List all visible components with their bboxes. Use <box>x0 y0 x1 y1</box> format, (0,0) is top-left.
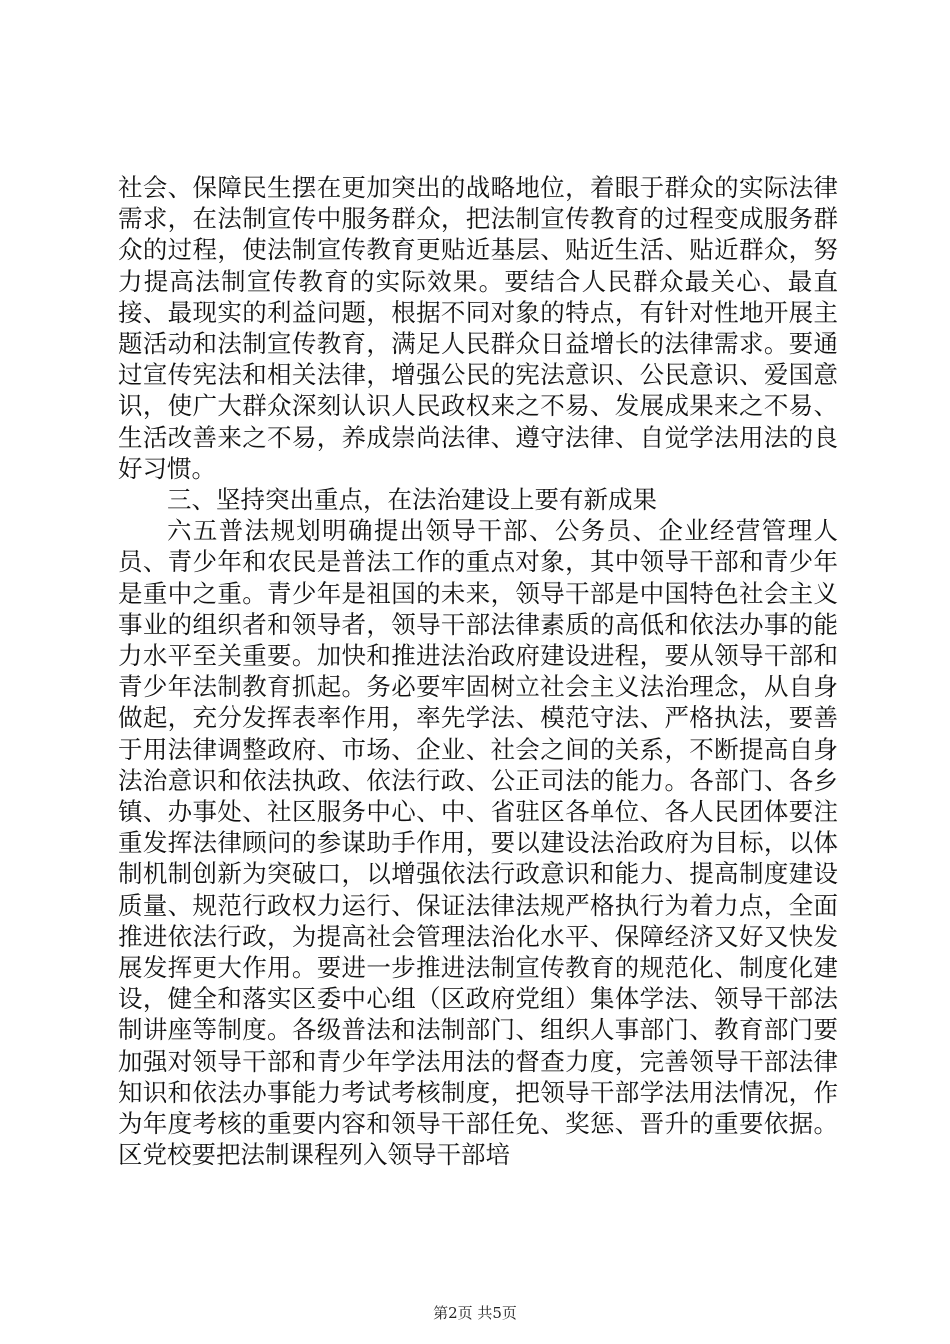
paragraph-body: 六五普法规划明确提出领导干部、公务员、企业经营管理人员、青少年和农民是普法工作的重点对象，其中领导干部和青少年是重中之重。青少年是祖国的未来，领导干部是中国特色社会主义事业的组织者和领导者，领导干部法律素质的高低和依法办事的能力水平至关重要。加快和推进法治政府建设进程，要从领导干部和青少年法制教育抓起。务必要牢固树立社会主义法治理念，从自身做起，充分发挥表率作用，率先学法、模范守法、严格执法，要善于用法律调整政府、市场、企业、社会之间的关系，不断提高自身法治意识和依法执政、依法行政、公正司法的能力。各部门、各乡镇、办事处、社区服务中心、中、省驻区各单位、各人民团体要注重发挥法律顾问的参谋助手作用，要以建设法治政府为目标，以体制机制创新为突破口，以增强依法行政意识和能力、提高制度建设质量、规范行政权力运行、保证法律法规严格执行为着力点，全面推进依法行政，为提高社会管理法治化水平、保障经济又好又快发展发挥更大作用。要进一步推进法制宣传教育的规范化、制度化建设，健全和落实区委中心组（区政府党组）集体学法、领导干部法制讲座等制度。各级普法和法制部门、组织人事部门、教育部门要加强对领导干部和青少年学法用法的督查力度，完善领导干部法律知识和依法办事能力考试考核制度，把领导干部学法用法情况，作为年度考核的重要内容和领导干部任免、奖惩、晋升的重要依据。区党校要把法制课程列入领导干部培 <box>118 516 838 1170</box>
section-heading: 三、坚持突出重点，在法治建设上要有新成果 <box>167 485 657 515</box>
page-footer: 第2页 共5页 <box>433 1304 517 1322</box>
document-body <box>118 172 838 1171</box>
paragraph-continuation: 社会、保障民生摆在更加突出的战略地位，着眼于群众的实际法律需求，在法制宣传中服务群众，把法制宣传教育的过程变成服务群众的过程，使法制宣传教育更贴近基层、贴近生活、贴近群众，努力提高法制宣传教育的实际效果。要结合人民群众最关心、最直接、最现实的利益问题，根据不同对象的特点，有针对性地开展主题活动和法制宣传教育，满足人民群众日益增长的法律需求。要通过宣传宪法和相关法律，增强公民的宪法意识、公民意识、爱国意识，使广大群众深刻认识人民政权来之不易、发展成果来之不易、生活改善来之不易，养成崇尚法律、遵守法律、自觉学法用法的良好习惯。 <box>118 173 838 483</box>
